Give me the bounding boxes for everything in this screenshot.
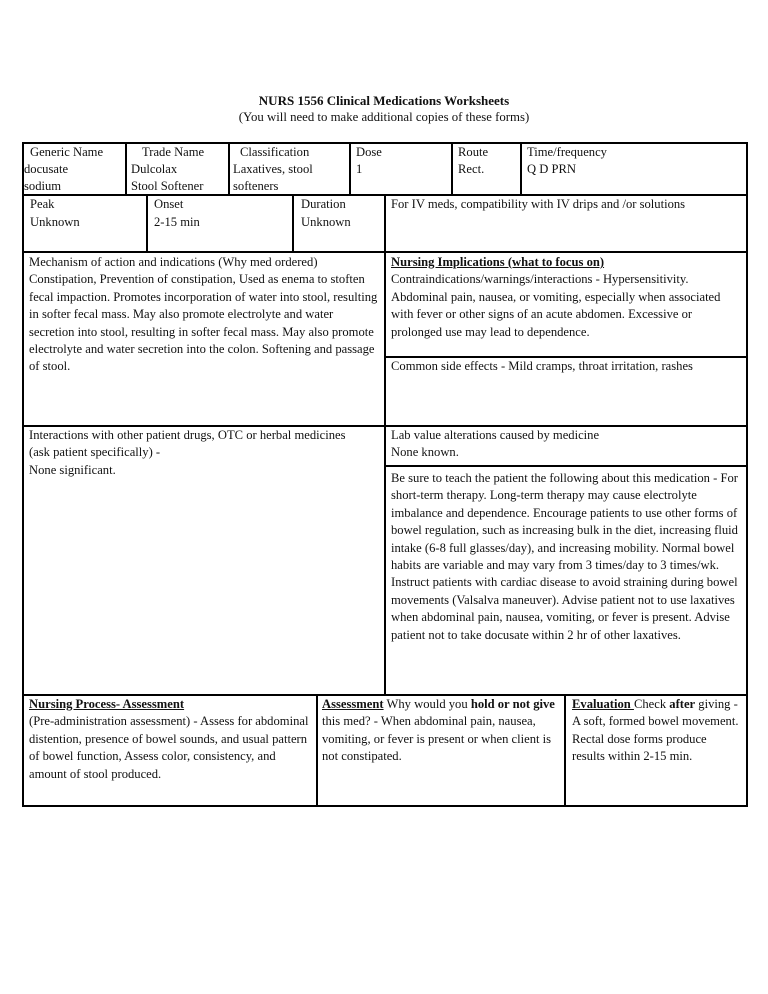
evaluation-block xyxy=(572,696,742,766)
duration-label: Duration xyxy=(301,197,346,211)
generic-name-value-line1: docusate xyxy=(24,162,69,176)
nursing-assessment-block xyxy=(29,696,311,783)
page-title: NURS 1556 Clinical Medications Worksheets xyxy=(258,93,510,108)
hold-assessment-text-1: Why would you xyxy=(383,697,471,711)
evaluation-text-1: Check xyxy=(633,697,670,711)
onset-label: Onset xyxy=(154,197,184,211)
peak-label: Peak xyxy=(30,197,55,211)
route-value: Rect. xyxy=(458,162,485,176)
nursing-assessment-heading: Nursing Process- Assessment xyxy=(29,697,185,711)
side-effects-text: Common side effects - Mild cramps, throat irritation, rashes xyxy=(391,359,693,373)
interactions-block xyxy=(29,427,369,479)
frequency-label: Time/frequency xyxy=(527,145,607,159)
hold-assessment-bold: hold or not give xyxy=(470,697,555,711)
classification-value-line1: Laxatives, stool xyxy=(233,162,313,176)
iv-compatibility-text: For IV meds, compatibility with IV drips and /or solutions xyxy=(391,197,686,211)
implications-text: Contraindications/warnings/interactions - Hypersensitivity. Abdominal pain, nausea, or vomiting, especially when associated with fever or other signs of an acute abdomen. Excessive or prolonged use may lead to dependence. xyxy=(391,272,721,339)
dose-value: 1 xyxy=(356,162,363,176)
trade-name-value-line2: Stool Softener xyxy=(131,179,204,193)
hold-assessment-text-2: this med? - When abdominal pain, nausea, vomiting, or fever is present or when client is not constipated. xyxy=(322,714,552,764)
implications-heading: Nursing Implications (what to focus on) xyxy=(391,255,605,269)
duration-value: Unknown xyxy=(301,215,351,229)
trade-name-value-line1: Dulcolax xyxy=(131,162,178,176)
hold-assessment-block xyxy=(322,696,560,766)
peak-value: Unknown xyxy=(30,215,80,229)
hold-assessment-heading: Assessment xyxy=(322,697,384,711)
page-subtitle: (You will need to make additional copies of these forms) xyxy=(238,110,530,124)
generic-name-label: Generic Name xyxy=(30,145,104,159)
frequency-value: Q D PRN xyxy=(527,162,576,176)
generic-name-value-line2: sodium xyxy=(24,179,62,193)
nursing-assessment-text: (Pre-administration assessment) - Assess for abdominal distention, presence of bowel sounds, and usual pattern of bowel function, Assess color, consistency, and amount of stool produced. xyxy=(29,714,309,781)
classification-label: Classification xyxy=(240,145,310,159)
patient-teaching-text: Be sure to teach the patient the following about this medication - For short-term therapy. Long-term therapy may cause electrolyte imbalance and dependence. Encourage patients to use other forms of bowel regulation, such as increasing bulk in the diet, increasing fluid intake (6-8 full glasses/day), and increasing mobility. Normal bowel habits are variable and may vary from 3 times/day to 3 times/wk. Instruct patients with cardiac disease to avoid straining during bowel movements (Valsalva maneuver). Advise patient not to use laxatives when abdominal pain, nausea, vomiting, or fever is present. Advise patient not to take docusate within 2 hr of other laxatives. xyxy=(391,471,738,642)
trade-name-label: Trade Name xyxy=(142,145,205,159)
implications-block xyxy=(391,254,741,341)
onset-value: 2-15 min xyxy=(154,215,200,229)
route-label: Route xyxy=(458,145,489,159)
evaluation-heading: Evaluation xyxy=(572,697,634,711)
interactions-text: Interactions with other patient drugs, OTC or herbal medicines (ask patient specifically) - xyxy=(29,428,346,460)
evaluation-bold: after xyxy=(669,697,696,711)
classification-value-line2: softeners xyxy=(233,179,279,193)
lab-alterations-label: Lab value alterations caused by medicine xyxy=(391,428,600,442)
dose-label: Dose xyxy=(356,145,382,159)
interactions-value: None significant. xyxy=(29,462,116,477)
evaluation-text-2: giving - A soft, formed bowel movement. Rectal dose forms produce results within 2-15 min. xyxy=(572,697,739,764)
lab-alterations-value: None known. xyxy=(391,445,459,459)
mechanism-text: Mechanism of action and indications (Why med ordered) Constipation, Prevention of constipation, Used as enema to stoften fecal impaction. Promotes incorporation of water into stool, resulting in softer fecal mass. May also promote electrolyte and water secretion into stool, resulting in softer fecal mass. May also promote electrolyte and water secretion into the colon. Softening and passage of stool. xyxy=(29,255,378,374)
